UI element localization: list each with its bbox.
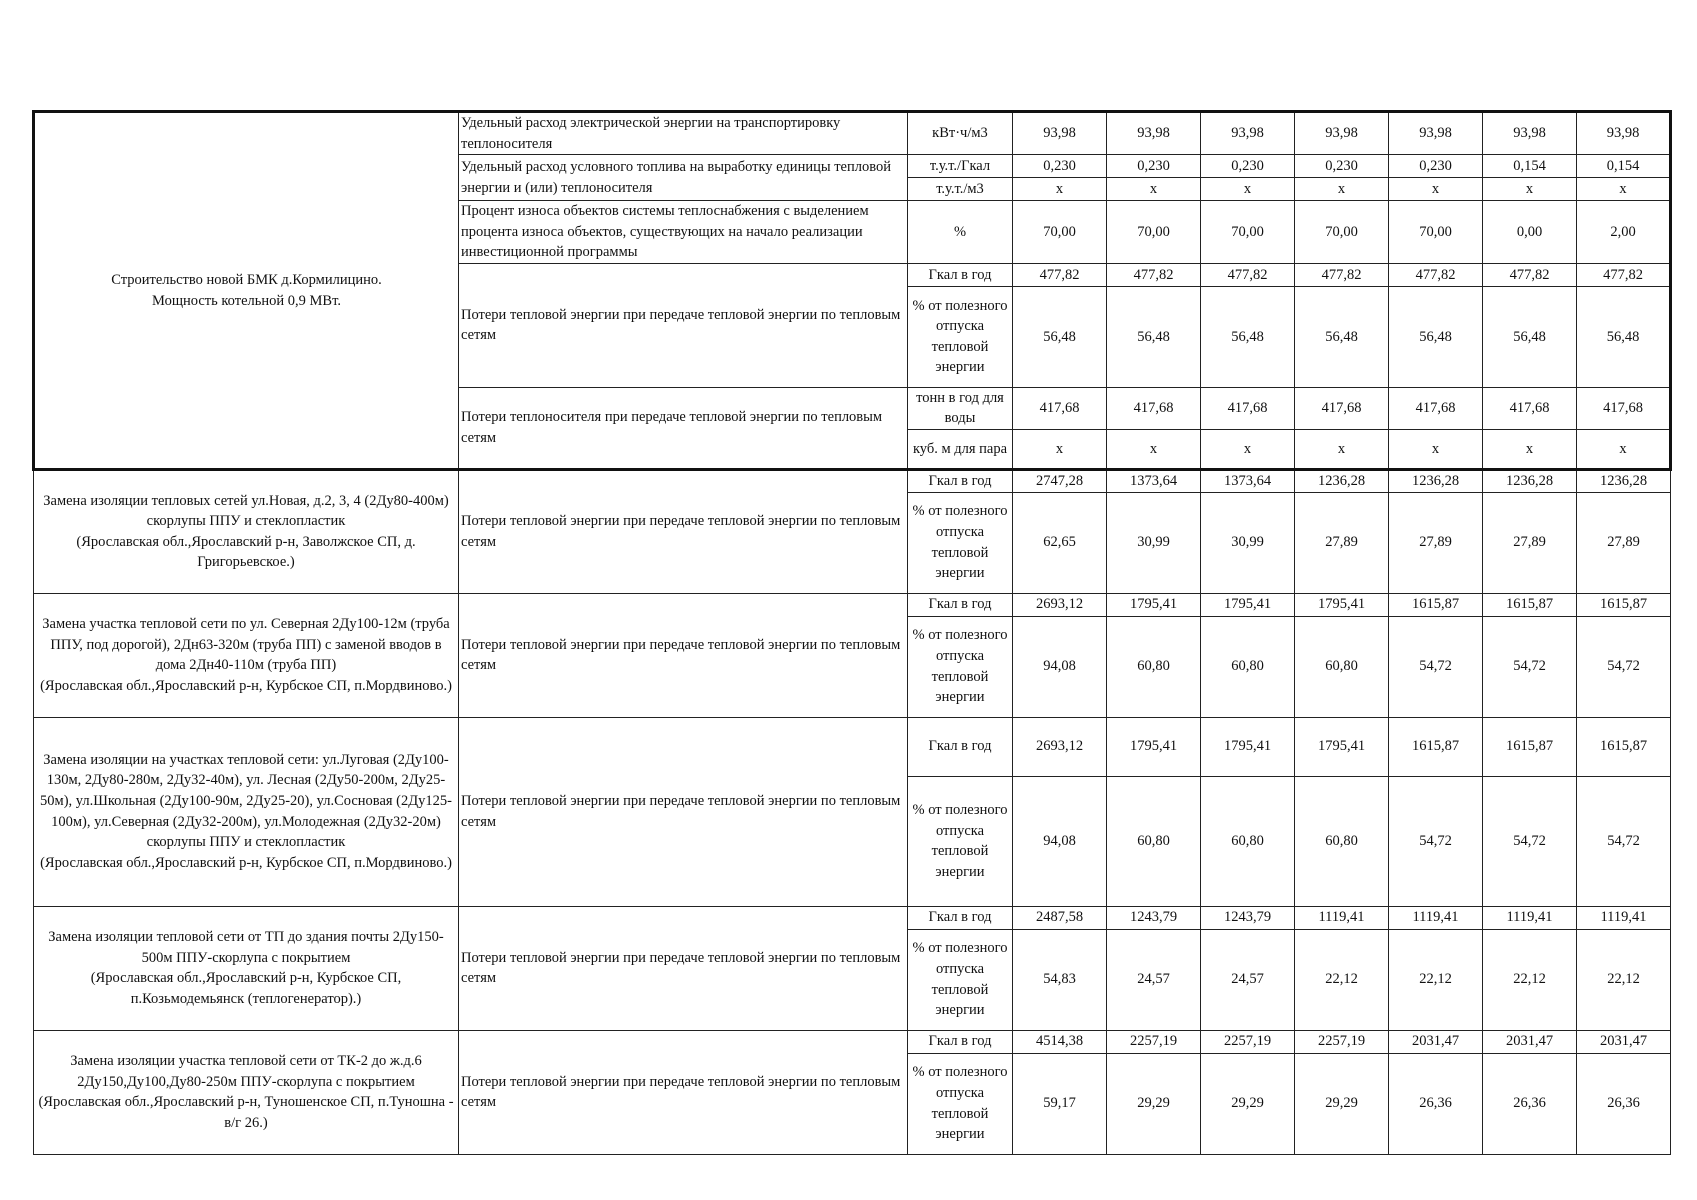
value-cell: 2031,47 — [1577, 1030, 1671, 1053]
value-cell: 2487,58 — [1013, 906, 1107, 929]
value-cell: x — [1483, 178, 1577, 201]
value-cell: 1119,41 — [1577, 906, 1671, 929]
indicator-name: Потери тепловой энергии при передаче тепловой энергии по тепловым сетям — [459, 1030, 908, 1154]
value-cell: x — [1013, 178, 1107, 201]
value-cell: 1615,87 — [1389, 717, 1483, 776]
value-cell: 93,98 — [1013, 112, 1107, 155]
unit-cell: Гкал в год — [908, 717, 1013, 776]
indicator-name: Потери тепловой энергии при передаче тепловой энергии по тепловым сетям — [459, 263, 908, 387]
indicator-name: Потери тепловой энергии при передаче тепловой энергии по тепловым сетям — [459, 470, 908, 594]
value-cell: 56,48 — [1013, 286, 1107, 387]
value-cell: 56,48 — [1389, 286, 1483, 387]
project-name: Замена участка тепловой сети по ул. Северная 2Ду100-12м (труба ППУ, под дорогой), 2Дн63-320м (труба ПП) с заменой вводов в дома 2Дн40-110м (труба ПП) (Ярославская обл.,Ярославский р-н, Курбское СП, п.Мордвиново.) — [34, 593, 459, 717]
value-cell: x — [1013, 430, 1107, 470]
value-cell: x — [1389, 430, 1483, 470]
project-group — [34, 906, 1671, 1030]
value-cell: 477,82 — [1389, 263, 1483, 286]
indicator-name: Удельный расход электрической энергии на транспортировку теплоносителя — [459, 112, 908, 155]
value-cell: 1615,87 — [1483, 717, 1577, 776]
project-group — [34, 1030, 1671, 1154]
value-cell: 2031,47 — [1483, 1030, 1577, 1053]
value-cell: x — [1577, 430, 1671, 470]
unit-cell: Гкал в год — [908, 1030, 1013, 1053]
value-cell: 1119,41 — [1295, 906, 1389, 929]
value-cell: 1795,41 — [1295, 593, 1389, 616]
project-name: Замена изоляции тепловой сети от ТП до здания почты 2Ду150-500м ППУ-скорлупа с покрытием (Ярославская обл.,Ярославский р-н, Курбское СП, п.Козьмодемьянск (теплогенератор).) — [34, 906, 459, 1030]
project-group — [34, 717, 1671, 906]
value-cell: 27,89 — [1389, 492, 1483, 593]
table-row — [34, 906, 1671, 929]
value-cell: x — [1295, 430, 1389, 470]
value-cell: 1795,41 — [1201, 717, 1295, 776]
value-cell: 56,48 — [1295, 286, 1389, 387]
value-cell: 59,17 — [1013, 1053, 1107, 1154]
value-cell: 94,08 — [1013, 776, 1107, 906]
value-cell: 2031,47 — [1389, 1030, 1483, 1053]
value-cell: 24,57 — [1107, 929, 1201, 1030]
value-cell: 1795,41 — [1107, 717, 1201, 776]
value-cell: 93,98 — [1107, 112, 1201, 155]
unit-cell: Гкал в год — [908, 593, 1013, 616]
value-cell: 26,36 — [1577, 1053, 1671, 1154]
value-cell: 54,72 — [1389, 616, 1483, 717]
value-cell: 477,82 — [1483, 263, 1577, 286]
value-cell: 22,12 — [1483, 929, 1577, 1030]
indicator-name: Удельный расход условного топлива на выработку единицы тепловой энергии и (или) теплоносителя — [459, 155, 908, 201]
value-cell: 477,82 — [1013, 263, 1107, 286]
indicator-name: Потери тепловой энергии при передаче тепловой энергии по тепловым сетям — [459, 593, 908, 717]
value-cell: 60,80 — [1295, 616, 1389, 717]
value-cell: 70,00 — [1201, 201, 1295, 264]
value-cell: x — [1389, 178, 1483, 201]
value-cell: 2,00 — [1577, 201, 1671, 264]
value-cell: 29,29 — [1201, 1053, 1295, 1154]
unit-cell: % от полезного отпуска тепловой энергии — [908, 616, 1013, 717]
value-cell: 1615,87 — [1389, 593, 1483, 616]
value-cell: 1615,87 — [1577, 593, 1671, 616]
value-cell: 477,82 — [1295, 263, 1389, 286]
value-cell: 94,08 — [1013, 616, 1107, 717]
project-name: Строительство новой БМК д.Кормилицино. Мощность котельной 0,9 МВт. — [34, 112, 459, 470]
value-cell: 1373,64 — [1201, 470, 1295, 493]
value-cell: 54,72 — [1483, 776, 1577, 906]
value-cell: 22,12 — [1577, 929, 1671, 1030]
value-cell: 417,68 — [1577, 387, 1671, 429]
value-cell: x — [1107, 178, 1201, 201]
value-cell: 60,80 — [1107, 616, 1201, 717]
investment-indicators-table — [32, 110, 1672, 1155]
value-cell: 477,82 — [1107, 263, 1201, 286]
value-cell: 22,12 — [1389, 929, 1483, 1030]
value-cell: 56,48 — [1483, 286, 1577, 387]
value-cell: 0,154 — [1577, 155, 1671, 178]
value-cell: 0,230 — [1013, 155, 1107, 178]
project-group — [34, 593, 1671, 717]
table-row — [34, 470, 1671, 493]
value-cell: 60,80 — [1201, 776, 1295, 906]
value-cell: 27,89 — [1295, 492, 1389, 593]
value-cell: 70,00 — [1013, 201, 1107, 264]
value-cell: 417,68 — [1201, 387, 1295, 429]
value-cell: 1243,79 — [1201, 906, 1295, 929]
value-cell: 417,68 — [1389, 387, 1483, 429]
value-cell: 0,154 — [1483, 155, 1577, 178]
value-cell: 27,89 — [1483, 492, 1577, 593]
project-name: Замена изоляции тепловых сетей ул.Новая, д.2, 3, 4 (2Ду80-400м) скорлупы ППУ и стеклопластик (Ярославская обл.,Ярославский р-н, Заволжское СП, д. Григорьевское.) — [34, 470, 459, 594]
value-cell: 1119,41 — [1389, 906, 1483, 929]
value-cell: 93,98 — [1201, 112, 1295, 155]
value-cell: 60,80 — [1295, 776, 1389, 906]
value-cell: 60,80 — [1201, 616, 1295, 717]
unit-cell: % от полезного отпуска тепловой энергии — [908, 286, 1013, 387]
value-cell: 2747,28 — [1013, 470, 1107, 493]
project-group — [34, 470, 1671, 594]
unit-cell: тонн в год для воды — [908, 387, 1013, 429]
value-cell: 1236,28 — [1295, 470, 1389, 493]
value-cell: 27,89 — [1577, 492, 1671, 593]
unit-cell: Гкал в год — [908, 906, 1013, 929]
value-cell: x — [1201, 430, 1295, 470]
unit-cell: кВт·ч/м3 — [908, 112, 1013, 155]
unit-cell: Гкал в год — [908, 470, 1013, 493]
value-cell: 29,29 — [1295, 1053, 1389, 1154]
value-cell: 70,00 — [1107, 201, 1201, 264]
value-cell: 54,72 — [1577, 616, 1671, 717]
indicator-name: Потери теплоносителя при передаче тепловой энергии по тепловым сетям — [459, 387, 908, 469]
unit-cell: % от полезного отпуска тепловой энергии — [908, 1053, 1013, 1154]
value-cell: 29,29 — [1107, 1053, 1201, 1154]
value-cell: 54,72 — [1577, 776, 1671, 906]
value-cell: 1615,87 — [1483, 593, 1577, 616]
unit-cell: % от полезного отпуска тепловой энергии — [908, 492, 1013, 593]
value-cell: 1119,41 — [1483, 906, 1577, 929]
table-row — [34, 717, 1671, 776]
value-cell: 0,230 — [1389, 155, 1483, 178]
value-cell: 26,36 — [1483, 1053, 1577, 1154]
value-cell: x — [1201, 178, 1295, 201]
value-cell: 1795,41 — [1295, 717, 1389, 776]
value-cell: 1236,28 — [1389, 470, 1483, 493]
value-cell: 477,82 — [1201, 263, 1295, 286]
value-cell: 417,68 — [1013, 387, 1107, 429]
value-cell: 93,98 — [1577, 112, 1671, 155]
value-cell: 1615,87 — [1577, 717, 1671, 776]
indicator-name: Потери тепловой энергии при передаче тепловой энергии по тепловым сетям — [459, 906, 908, 1030]
value-cell: 1236,28 — [1483, 470, 1577, 493]
value-cell: 2257,19 — [1107, 1030, 1201, 1053]
value-cell: 93,98 — [1389, 112, 1483, 155]
table-row — [34, 1030, 1671, 1053]
value-cell: 4514,38 — [1013, 1030, 1107, 1053]
value-cell: 417,68 — [1295, 387, 1389, 429]
value-cell: x — [1295, 178, 1389, 201]
value-cell: 30,99 — [1201, 492, 1295, 593]
unit-cell: куб. м для пара — [908, 430, 1013, 470]
indicator-name: Процент износа объектов системы теплоснабжения с выделением процента износа объектов, существующих на начало реализации инвестиционной программы — [459, 201, 908, 264]
project-name: Замена изоляции на участках тепловой сети: ул.Луговая (2Ду100-130м, 2Ду80-280м, 2Ду32-40м), ул. Лесная (2Ду50-200м, 2Ду25-50м), ул.Школьная (2Ду100-90м, 2Ду25-20), ул.Сосновая (2Ду125-100м), ул.Северная (2Ду32-200м), ул.Молодежная (2Ду32-20м) скорлупы ППУ и стеклопластик (Ярославская обл.,Ярославский р-н, Курбское СП, п.Мордвиново.) — [34, 717, 459, 906]
project-group — [34, 112, 1671, 470]
value-cell: 1795,41 — [1107, 593, 1201, 616]
project-name: Замена изоляции участка тепловой сети от ТК-2 до ж.д.6 2Ду150,Ду100,Ду80-250м ППУ-скорлупа с покрытием (Ярославская обл.,Ярославский р-н, Туношенское СП, п.Туношна - в/г 26.) — [34, 1030, 459, 1154]
value-cell: 0,00 — [1483, 201, 1577, 264]
value-cell: x — [1107, 430, 1201, 470]
value-cell: 1236,28 — [1577, 470, 1671, 493]
unit-cell: % от полезного отпуска тепловой энергии — [908, 929, 1013, 1030]
value-cell: 93,98 — [1295, 112, 1389, 155]
table-row — [34, 593, 1671, 616]
value-cell: 22,12 — [1295, 929, 1389, 1030]
value-cell: 56,48 — [1201, 286, 1295, 387]
value-cell: 70,00 — [1389, 201, 1483, 264]
value-cell: 60,80 — [1107, 776, 1201, 906]
value-cell: 2693,12 — [1013, 717, 1107, 776]
value-cell: 30,99 — [1107, 492, 1201, 593]
unit-cell: т.у.т./м3 — [908, 178, 1013, 201]
unit-cell: Гкал в год — [908, 263, 1013, 286]
value-cell: 1795,41 — [1201, 593, 1295, 616]
value-cell: 62,65 — [1013, 492, 1107, 593]
value-cell: 54,72 — [1483, 616, 1577, 717]
value-cell: 54,72 — [1389, 776, 1483, 906]
unit-cell: т.у.т./Гкал — [908, 155, 1013, 178]
value-cell: 93,98 — [1483, 112, 1577, 155]
value-cell: 56,48 — [1107, 286, 1201, 387]
value-cell: 0,230 — [1107, 155, 1201, 178]
value-cell: 417,68 — [1483, 387, 1577, 429]
value-cell: 26,36 — [1389, 1053, 1483, 1154]
value-cell: 417,68 — [1107, 387, 1201, 429]
value-cell: 0,230 — [1201, 155, 1295, 178]
value-cell: 24,57 — [1201, 929, 1295, 1030]
value-cell: x — [1483, 430, 1577, 470]
value-cell: 477,82 — [1577, 263, 1671, 286]
value-cell: 70,00 — [1295, 201, 1389, 264]
value-cell: 56,48 — [1577, 286, 1671, 387]
indicator-name: Потери тепловой энергии при передаче тепловой энергии по тепловым сетям — [459, 717, 908, 906]
value-cell: 0,230 — [1295, 155, 1389, 178]
value-cell: 1373,64 — [1107, 470, 1201, 493]
value-cell: 1243,79 — [1107, 906, 1201, 929]
value-cell: 2257,19 — [1295, 1030, 1389, 1053]
value-cell: 2257,19 — [1201, 1030, 1295, 1053]
unit-cell: % от полезного отпуска тепловой энергии — [908, 776, 1013, 906]
value-cell: x — [1577, 178, 1671, 201]
value-cell: 2693,12 — [1013, 593, 1107, 616]
table-row — [34, 112, 1671, 155]
value-cell: 54,83 — [1013, 929, 1107, 1030]
unit-cell: % — [908, 201, 1013, 264]
